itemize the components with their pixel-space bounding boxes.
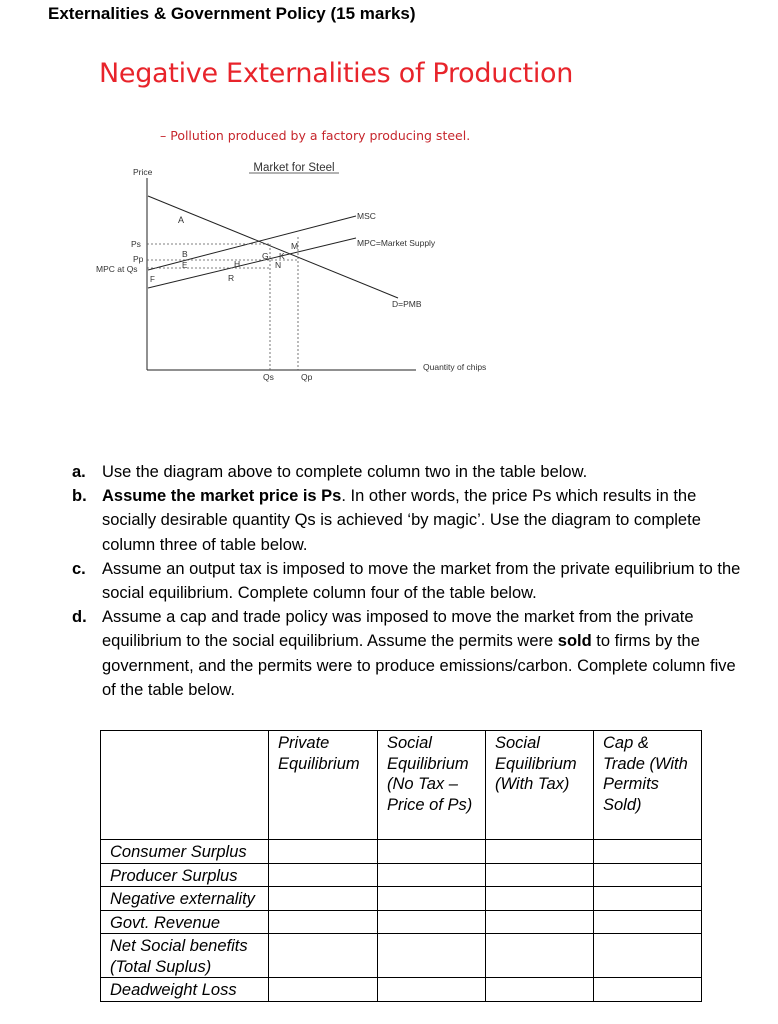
table-cell[interactable]	[594, 863, 702, 887]
row-label: Net Social benefits (Total Suplus)	[101, 934, 269, 978]
table-cell[interactable]	[269, 887, 378, 911]
table-cell[interactable]	[486, 887, 594, 911]
row-label: Deadweight Loss	[101, 978, 269, 1002]
area-label-m: M	[291, 241, 299, 251]
area-label-b: B	[182, 249, 188, 259]
table-cell[interactable]	[378, 863, 486, 887]
slide-subtitle: – Pollution produced by a factory producing steel.	[160, 128, 471, 143]
row-label: Producer Surplus	[101, 863, 269, 887]
table-row	[101, 863, 702, 887]
table-row	[101, 978, 702, 1002]
page-heading: Externalities & Government Policy (15 marks)	[48, 4, 416, 23]
price-label-pp: Pp	[133, 254, 144, 264]
answer-table	[100, 730, 702, 1002]
table-cell[interactable]	[269, 978, 378, 1002]
table-row	[101, 910, 702, 934]
table-cell[interactable]	[486, 978, 594, 1002]
quantity-label-qs: Qs	[263, 372, 274, 382]
table-cell[interactable]	[594, 934, 702, 978]
table-row	[101, 840, 702, 864]
table-cell[interactable]	[378, 887, 486, 911]
area-label-r: R	[228, 273, 235, 283]
area-label-g: G	[262, 251, 269, 261]
header-social-with-tax: Social Equilibrium (With Tax)	[486, 731, 594, 840]
table-cell[interactable]	[486, 934, 594, 978]
curve-label-msc: MSC	[357, 211, 376, 221]
area-label-k: K	[279, 251, 285, 261]
curve-label-demand: D=PMB	[392, 299, 422, 309]
table-cell[interactable]	[378, 934, 486, 978]
quantity-label-qp: Qp	[301, 372, 313, 382]
curve-label-mpc: MPC=Market Supply	[357, 238, 436, 248]
x-axis-label: Quantity of chips	[423, 362, 487, 372]
y-axis-label: Price	[133, 167, 153, 177]
table-cell[interactable]	[486, 863, 594, 887]
question-a: a. Use the diagram above to complete column two in the table below.	[72, 463, 588, 481]
table-cell[interactable]	[269, 863, 378, 887]
table-cell[interactable]	[269, 910, 378, 934]
row-label: Govt. Revenue	[101, 910, 269, 934]
table-cell[interactable]	[378, 840, 486, 864]
price-label-ps: Ps	[131, 239, 141, 249]
table-row	[101, 887, 702, 911]
area-label-f: F	[150, 275, 155, 284]
table-cell[interactable]	[269, 840, 378, 864]
header-social-no-tax: Social Equilibrium (No Tax – Price of Ps)	[378, 731, 486, 840]
table-cell[interactable]	[378, 978, 486, 1002]
question-b: b. Assume the market price is Ps. In other words, the price Ps which results in the socially desirable quantity Qs is achieved ‘by magic’. Use the diagram to complete column three of table below.	[72, 487, 701, 554]
area-label-e: E	[182, 261, 188, 270]
header-cap-and-trade: Cap & Trade (With Permits Sold)	[594, 731, 702, 840]
table-cell[interactable]	[378, 910, 486, 934]
area-label-n: N	[275, 260, 282, 270]
table-cell[interactable]	[269, 934, 378, 978]
area-label-h: H	[234, 259, 241, 269]
area-label-a: A	[178, 215, 185, 225]
header-private-equilibrium: Private Equilibrium	[269, 731, 378, 840]
row-label: Negative externality	[101, 887, 269, 911]
table-header-row	[101, 731, 702, 840]
slide-title: Negative Externalities of Production	[99, 58, 574, 89]
table-cell[interactable]	[594, 887, 702, 911]
table-cell[interactable]	[486, 840, 594, 864]
table-cell[interactable]	[594, 910, 702, 934]
price-label-mpc-qs: MPC at Qs	[96, 264, 138, 274]
question-d: d. Assume a cap and trade policy was imposed to move the market from the private equilibrium to the social equilibrium. Assume the permits were sold to firms by the government, and the permits were to produce emissions/carbon. Complete column five of the table below.	[72, 608, 736, 699]
externality-diagram	[0, 0, 778, 440]
mpc-curve	[148, 238, 356, 288]
table-cell[interactable]	[486, 910, 594, 934]
question-list	[72, 460, 744, 702]
table-cell[interactable]	[594, 840, 702, 864]
row-label: Consumer Surplus	[101, 840, 269, 864]
diagram-title: Market for Steel	[253, 162, 335, 174]
table-cell[interactable]	[594, 978, 702, 1002]
question-c: c. Assume an output tax is imposed to move the market from the private equilibrium to the social equilibrium. Complete column four of the table below.	[72, 559, 741, 603]
header-cell-empty	[101, 731, 269, 840]
table-row	[101, 934, 702, 978]
